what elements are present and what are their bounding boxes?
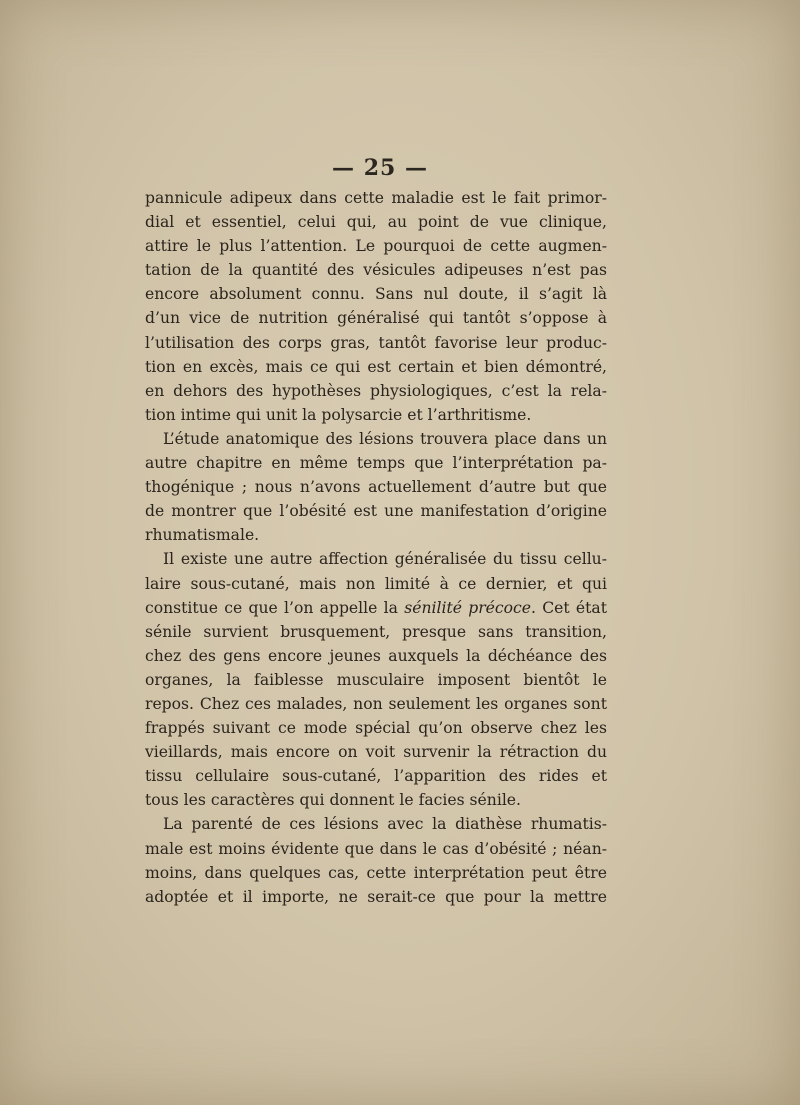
text-line: d’un vice de nutrition généralisé qui tantôt s’oppose à: [145, 309, 607, 328]
text-line: vieillards, mais encore on voit survenir la rétraction du: [145, 743, 607, 762]
text-line: thogénique ; nous n’avons actuellement d’autre but que: [145, 478, 607, 497]
text-line: [145, 596, 607, 620]
text-line: repos. Chez ces malades, non seulement les organes sont: [145, 694, 607, 713]
text-line: laire sous-cutané, mais non limité à ce dernier, et qui: [145, 574, 607, 593]
text-line: tation de la quantité des vésicules adipeuses n’est pas: [145, 261, 607, 280]
text-line: tion en excès, mais ce qui est certain et bien démontré,: [145, 357, 607, 376]
text-line: dial et essentiel, celui qui, au point de vue clinique,: [145, 213, 607, 232]
emphasized-term: sénilité précoce: [404, 598, 531, 617]
text-line: tous les caractères qui donnent le facies sénile.: [145, 791, 521, 810]
text-segment: constitue ce que l’on appelle la: [145, 598, 405, 617]
text-line: sénile survient brusquement, presque sans transition,: [145, 622, 607, 641]
body-text: [145, 186, 607, 909]
text-line: adoptée et il importe, ne serait-ce que pour la mettre: [145, 887, 607, 906]
text-line: en dehors des hypothèses physiologiques, c’est la rela-: [145, 381, 607, 400]
text-line: attire le plus l’attention. Le pourquoi de cette augmen-: [145, 237, 607, 256]
text-line: moins, dans quelques cas, cette interprétation peut être: [145, 863, 607, 882]
text-line: rhumatismale.: [145, 526, 260, 545]
text-line: tion intime qui unit la polysarcie et l’arthritisme.: [145, 405, 532, 424]
page-number: — 25 —: [332, 155, 428, 181]
text-line: chez des gens encore jeunes auxquels la déchéance des: [145, 646, 607, 665]
text-line: male est moins évidente que dans le cas d’obésité ; néan-: [145, 839, 607, 858]
text-line: L’étude anatomique des lésions trouvera place dans un: [163, 429, 607, 448]
text-line: de montrer que l’obésité est une manifestation d’origine: [145, 502, 607, 521]
text-line: La parenté de ces lésions avec la diathèse rhumatis-: [163, 815, 607, 834]
text-line: pannicule adipeux dans cette maladie est le fait primor-: [145, 189, 607, 207]
text-line: autre chapitre en même temps que l’interprétation pa-: [145, 454, 607, 473]
text-line: frappés suivant ce mode spécial qu’on observe chez les: [145, 719, 607, 738]
text-line: l’utilisation des corps gras, tantôt favorise leur produc-: [145, 333, 607, 352]
text-line: encore absolument connu. Sans nul doute, il s’agit là: [145, 285, 607, 304]
text-line: organes, la faiblesse musculaire imposent bientôt le: [145, 670, 607, 689]
text-line: Il existe une autre affection généralisée du tissu cellu-: [163, 550, 607, 569]
text-segment: . Cet état: [530, 598, 607, 617]
text-line: tissu cellulaire sous-cutané, l’apparition des rides et: [145, 767, 607, 786]
